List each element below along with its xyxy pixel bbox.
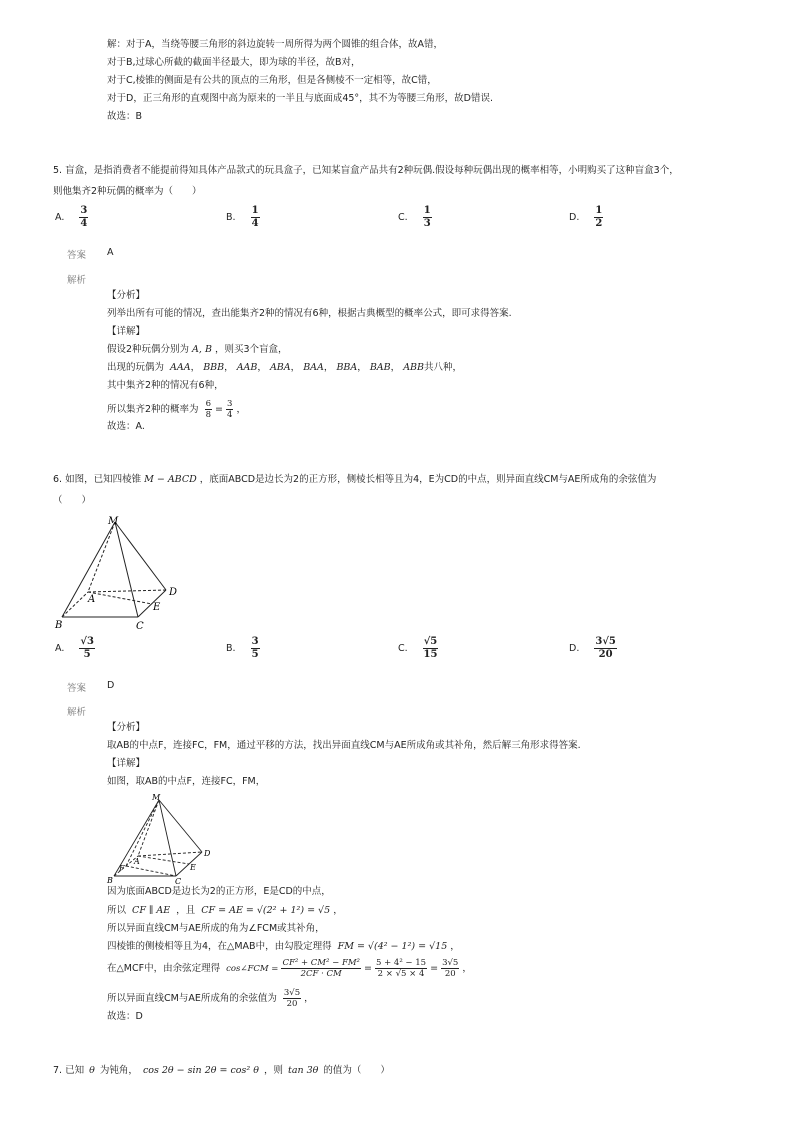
fig2-label-e: E xyxy=(190,863,196,872)
option-letter: C. xyxy=(398,212,408,223)
option-fraction: $\frac{3}{5}$ xyxy=(251,636,259,660)
fig-label-b: B xyxy=(55,620,63,631)
fig-label-c: C xyxy=(136,621,144,632)
option-fraction: $\frac{1}{3}$ xyxy=(423,205,431,229)
q5-sol-line1: 假设2种玩偶分别为 A, B ，则买3个盲盒， xyxy=(107,344,288,355)
option-letter: D. xyxy=(569,212,580,223)
option-letter: B. xyxy=(226,643,236,654)
q6-sol-line2: 因为底面ABCD是边长为2的正方形，E是CD的中点， xyxy=(107,886,331,897)
option-fraction: $\frac{1}{2}$ xyxy=(595,205,603,229)
prev-line-2: 对于B,过球心所截的截面半径最大，即为球的半径，故B对， xyxy=(107,57,361,68)
fig-label-m: M xyxy=(108,516,119,527)
q6-sol-line3: 所以 CF ∥ AE ，且 CF = AE = √(2² + 1²) = √5 ， xyxy=(107,905,343,916)
fig2-label-d: D xyxy=(204,849,211,858)
option-letter: A. xyxy=(55,643,65,654)
q5-stem-line1: 5. 盲盒，是指消费者不能提前得知具体产品款式的玩具盒子，已知某盲盒产品共有2种玩偶.假设每种玩偶出现的概率相等，小明购买了这种盲盒3个， xyxy=(53,165,679,176)
q6-fenxi-text: 取AB的中点F，连接FC，FM，通过平移的方法，找出异面直线CM与AE所成角或其补角，然后解三角形求得答案. xyxy=(107,740,581,751)
prev-line-1: 解：对于A，当绕等腰三角形的斜边旋转一周所得为两个圆锥的组合体，故A错， xyxy=(107,39,443,50)
option-fraction: $\frac{√3}{5}$ xyxy=(80,636,94,660)
option-letter: B. xyxy=(226,212,236,223)
option-fraction: $\frac{3√5}{20}$ xyxy=(595,636,616,660)
q5-option-d[interactable] xyxy=(569,205,603,230)
fig-label-a: A xyxy=(88,594,96,605)
fig-label-e: E xyxy=(153,602,161,613)
q5-option-c[interactable] xyxy=(398,205,432,230)
option-letter: A. xyxy=(55,212,65,223)
option-letter: C. xyxy=(398,643,408,654)
q5-fenxi-heading: 【分析】 xyxy=(107,290,146,301)
q5-option-a[interactable] xyxy=(55,205,88,230)
q5-sol-line4: 所以集齐2种的概率为 $\frac{6}{8}$ = $\frac{3}{4}$ ， xyxy=(107,399,246,420)
q6-option-d[interactable] xyxy=(569,636,617,661)
q6-sol-line5: 四棱锥的侧棱相等且为4，在△MAB中，由勾股定理得 FM = √(4² − 1²) = √15 ， xyxy=(107,941,460,952)
q6-analysis-label: 解析 xyxy=(67,707,87,718)
q6-pyramid-figure xyxy=(50,512,190,632)
q6-xiangjie-heading: 【详解】 xyxy=(107,758,146,769)
q6-option-b[interactable] xyxy=(226,636,260,661)
fig2-label-m: M xyxy=(152,793,161,802)
fig2-label-b: B xyxy=(107,876,113,884)
prev-line-3: 对于C,棱锥的侧面是有公共的顶点的三角形，但是各侧棱不一定相等，故C错， xyxy=(107,75,437,86)
q6-sol-line7: 所以异面直线CM与AE所成角的余弦值为 $\frac{3√5}{20}$ ， xyxy=(107,988,314,1009)
q6-option-c[interactable] xyxy=(398,636,438,661)
option-fraction: $\frac{1}{4}$ xyxy=(251,205,259,229)
q6-stem-line2: （ ） xyxy=(53,495,92,506)
q5-xiangjie-heading: 【详解】 xyxy=(107,326,146,337)
question-7-stem: 7. 已知 θ 为钝角， cos 2θ − sin 2θ = cos² θ ，则 tan 3θ 的值为（ ） xyxy=(53,1065,390,1076)
prev-line-5: 故选：B xyxy=(107,111,143,122)
fig2-label-f: F xyxy=(119,864,125,873)
q6-sol-line6: 在△MCF中，由余弦定理得 cos∠FCM = $\frac{\text{CF² + CM² − FM²}}{2CF \cdot CM}$ = $\frac{\text{5 + 4² − 15}}{2 \times √5 \times 4}$ = $\frac{3√5}{20}$ ， xyxy=(107,958,472,979)
fig2-label-c: C xyxy=(175,877,182,884)
q6-answer: D xyxy=(107,680,115,691)
q5-stem-line2: 则他集齐2种玩偶的概率为（ ） xyxy=(53,186,202,197)
option-fraction: $\frac{√5}{15}$ xyxy=(423,636,438,660)
q5-fenxi-text: 列举出所有可能的情况，查出能集齐2种的情况有6种，根据古典概型的概率公式，即可求得答案. xyxy=(107,308,512,319)
q6-solution-figure xyxy=(104,792,224,884)
q6-option-a[interactable] xyxy=(55,636,95,661)
prev-line-4: 对于D，正三角形的直观图中高为原来的一半且与底面成45°，其不为等腰三角形，故D错误. xyxy=(107,93,493,104)
q6-stem-line1: 6. 如图，已知四棱锥 M − ABCD ，底面ABCD是边长为2的正方形，侧棱长相等且为4，E为CD的中点，则异面直线CM与AE所成角的余弦值为 xyxy=(53,474,657,485)
q6-fenxi-heading: 【分析】 xyxy=(107,722,146,733)
fig-label-d: D xyxy=(169,587,178,598)
q6-sol-line1: 如图，取AB的中点F，连接FC，FM， xyxy=(107,776,266,787)
q5-sol-line2: 出现的玩偶为 AAA， BBB， AAB， ABA， BAA， BBA， BAB， ABB共八种， xyxy=(107,362,463,373)
q6-sol-line8: 故选：D xyxy=(107,1011,143,1022)
q6-answer-label: 答案 xyxy=(67,683,87,694)
option-letter: D. xyxy=(569,643,580,654)
option-fraction: $\frac{3}{4}$ xyxy=(80,205,88,229)
q5-answer-label: 答案 xyxy=(67,250,87,261)
q5-analysis-label: 解析 xyxy=(67,275,87,286)
q5-option-b[interactable] xyxy=(226,205,260,230)
fig2-label-a: A xyxy=(134,857,140,866)
q5-sol-line5: 故选：A. xyxy=(107,421,145,432)
q5-answer: A xyxy=(107,247,114,258)
q5-sol-line3: 其中集齐2种的情况有6种， xyxy=(107,380,224,391)
q6-sol-line4: 所以异面直线CM与AE所成的角为∠FCM或其补角， xyxy=(107,923,325,934)
